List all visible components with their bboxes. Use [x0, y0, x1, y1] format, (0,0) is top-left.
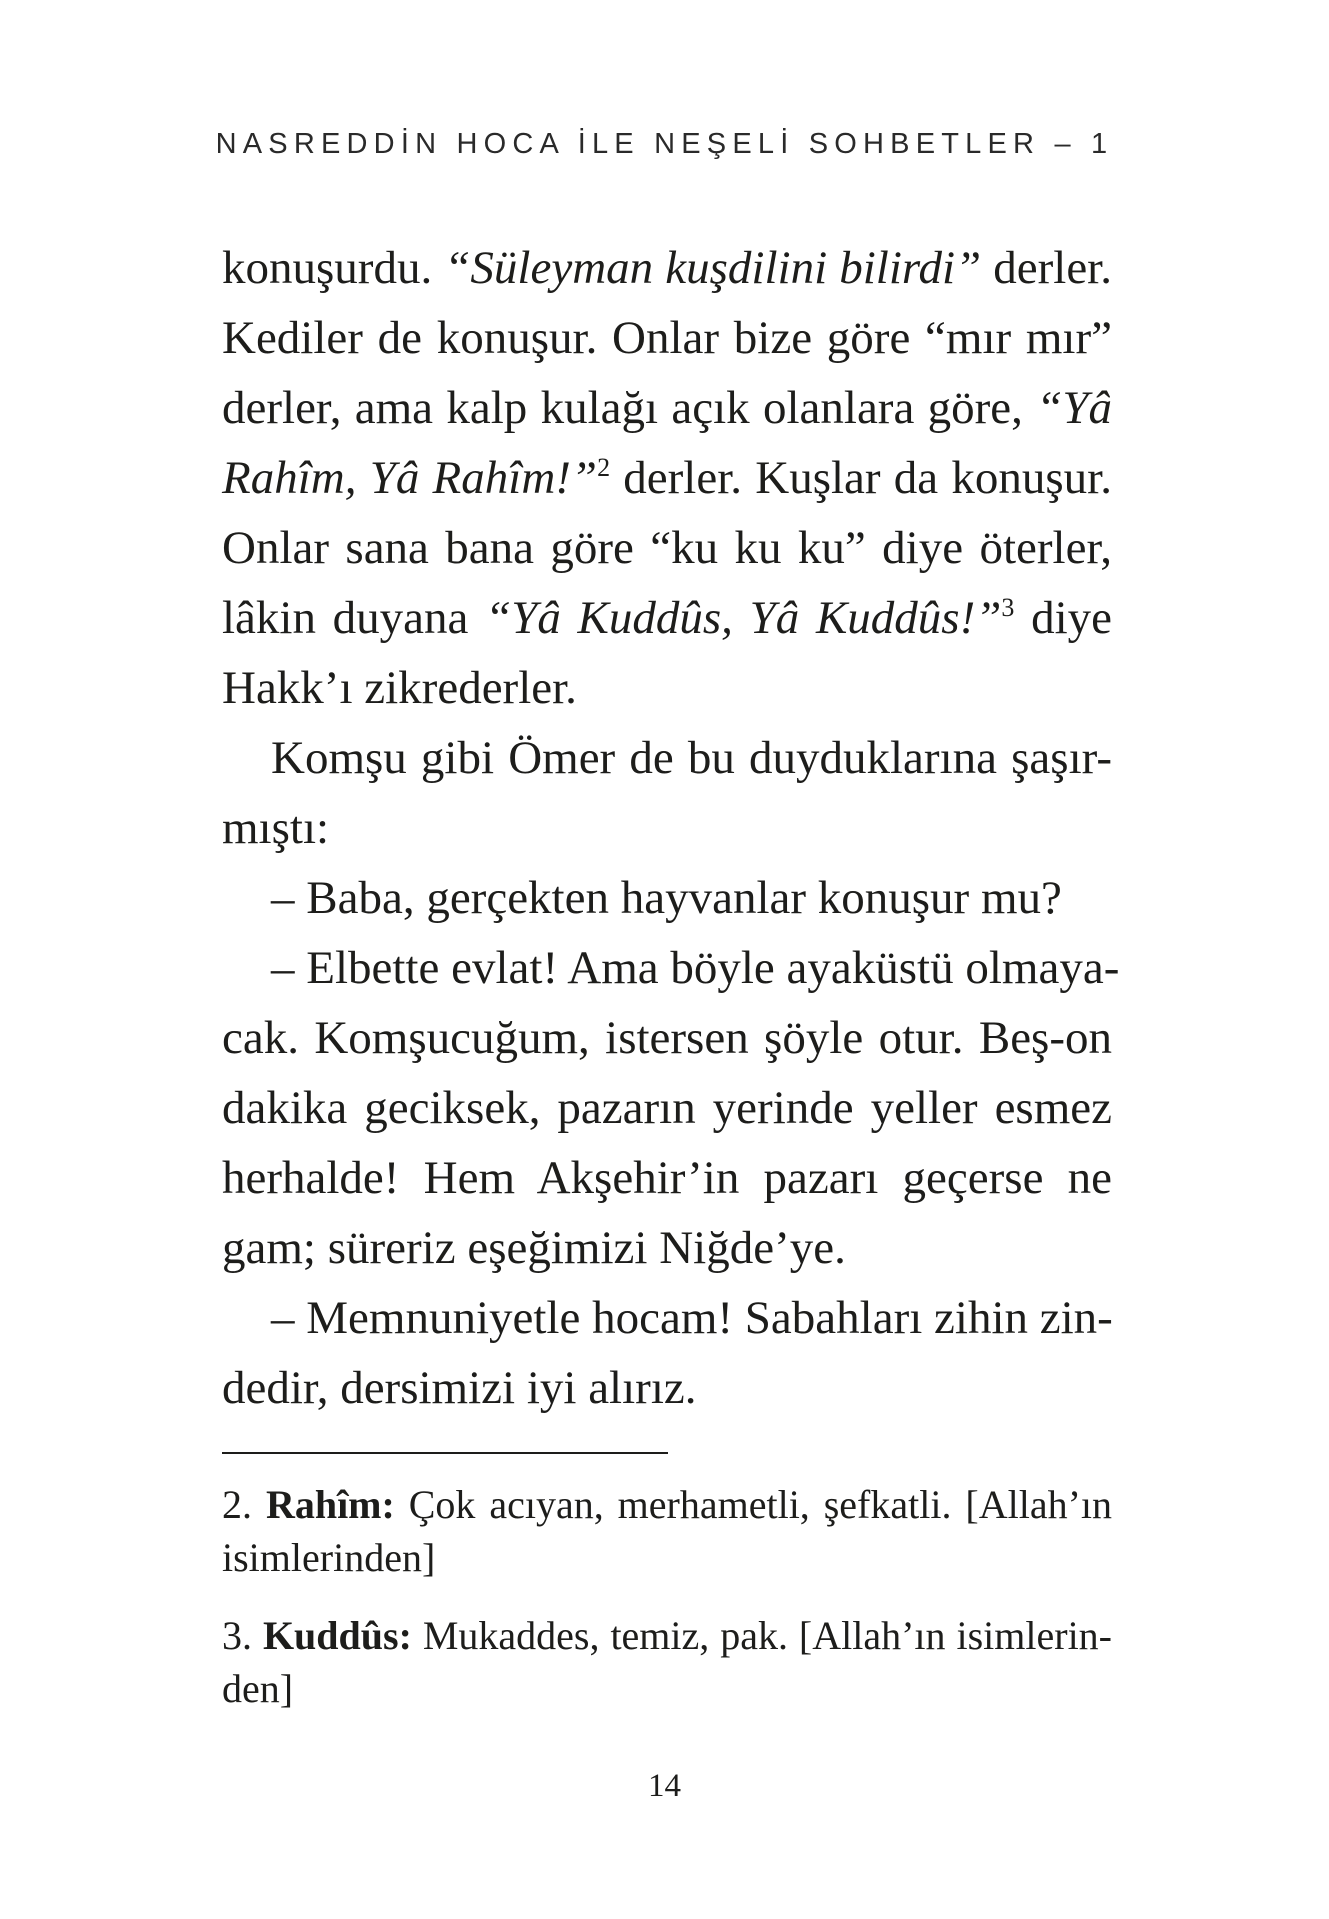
text-line: lâkin duyana “Yâ Kuddûs, Yâ Kuddûs!”$^3$ diye [222, 592, 1112, 644]
body-text [222, 233, 1120, 1423]
text-line: cak. Komşucuğum, istersen şöyle otur. Beş-on [222, 1012, 1112, 1064]
text-line: konuşurdu. “Süleyman kuşdilini bilirdi” derler. [222, 242, 1112, 294]
text-line: Kediler de konuşur. Onlar bize göre “mır mır” [222, 312, 1112, 364]
running-header: NASREDDİN HOCA İLE NEŞELİ SOHBETLER – 1 [215, 128, 1114, 160]
page-number: 14 [648, 1768, 681, 1804]
paragraph-start: Komşu gibi Ömer de bu duyduklarına şaşır- [271, 732, 1112, 784]
dialogue-line: – Elbette evlat! Ama böyle ayaküstü olmaya- [271, 942, 1120, 994]
footnotes [222, 1478, 1112, 1715]
text-line: derler, ama kalp kulağı açık olanlara göre, “Yâ [222, 382, 1112, 434]
dialogue-line: – Baba, gerçekten hayvanlar konuşur mu? [271, 872, 1062, 924]
text-line: herhalde! Hem Akşehir’in pazarı geçerse ne [222, 1152, 1112, 1204]
text-line: Rahîm, Yâ Rahîm!”$^2$ derler. Kuşlar da konuşur. [222, 452, 1112, 504]
footnote-ref-3: 3 [1001, 593, 1015, 622]
text-line: dakika geciksek, pazarın yerinde yeller esmez [222, 1082, 1112, 1134]
footnote-3: 3. Kuddûs: Mukaddes, temiz, pak. [Allah’ın isimlerin- [222, 1613, 1112, 1658]
footnote-3-continued: den] [222, 1666, 294, 1711]
text-line: dedir, dersimizi iyi alırız. [222, 1362, 697, 1414]
footnote-2-continued: isimlerinden] [222, 1535, 436, 1580]
footnote-ref-2: 2 [597, 453, 611, 482]
text-line: gam; süreriz eşeğimizi Niğde’ye. [222, 1222, 846, 1274]
text-line: Onlar sana bana göre “ku ku ku” diye öterler, [222, 522, 1112, 574]
text-line: Hakk’ı zikrederler. [222, 662, 577, 714]
dialogue-line: – Memnuniyetle hocam! Sabahları zihin zin- [271, 1292, 1113, 1344]
footnote-2: 2. Rahîm: Çok acıyan, merhametli, şefkatli. [Allah’ın [222, 1482, 1113, 1527]
text-line: mıştı: [222, 802, 330, 854]
footnote-divider [222, 1452, 668, 1454]
